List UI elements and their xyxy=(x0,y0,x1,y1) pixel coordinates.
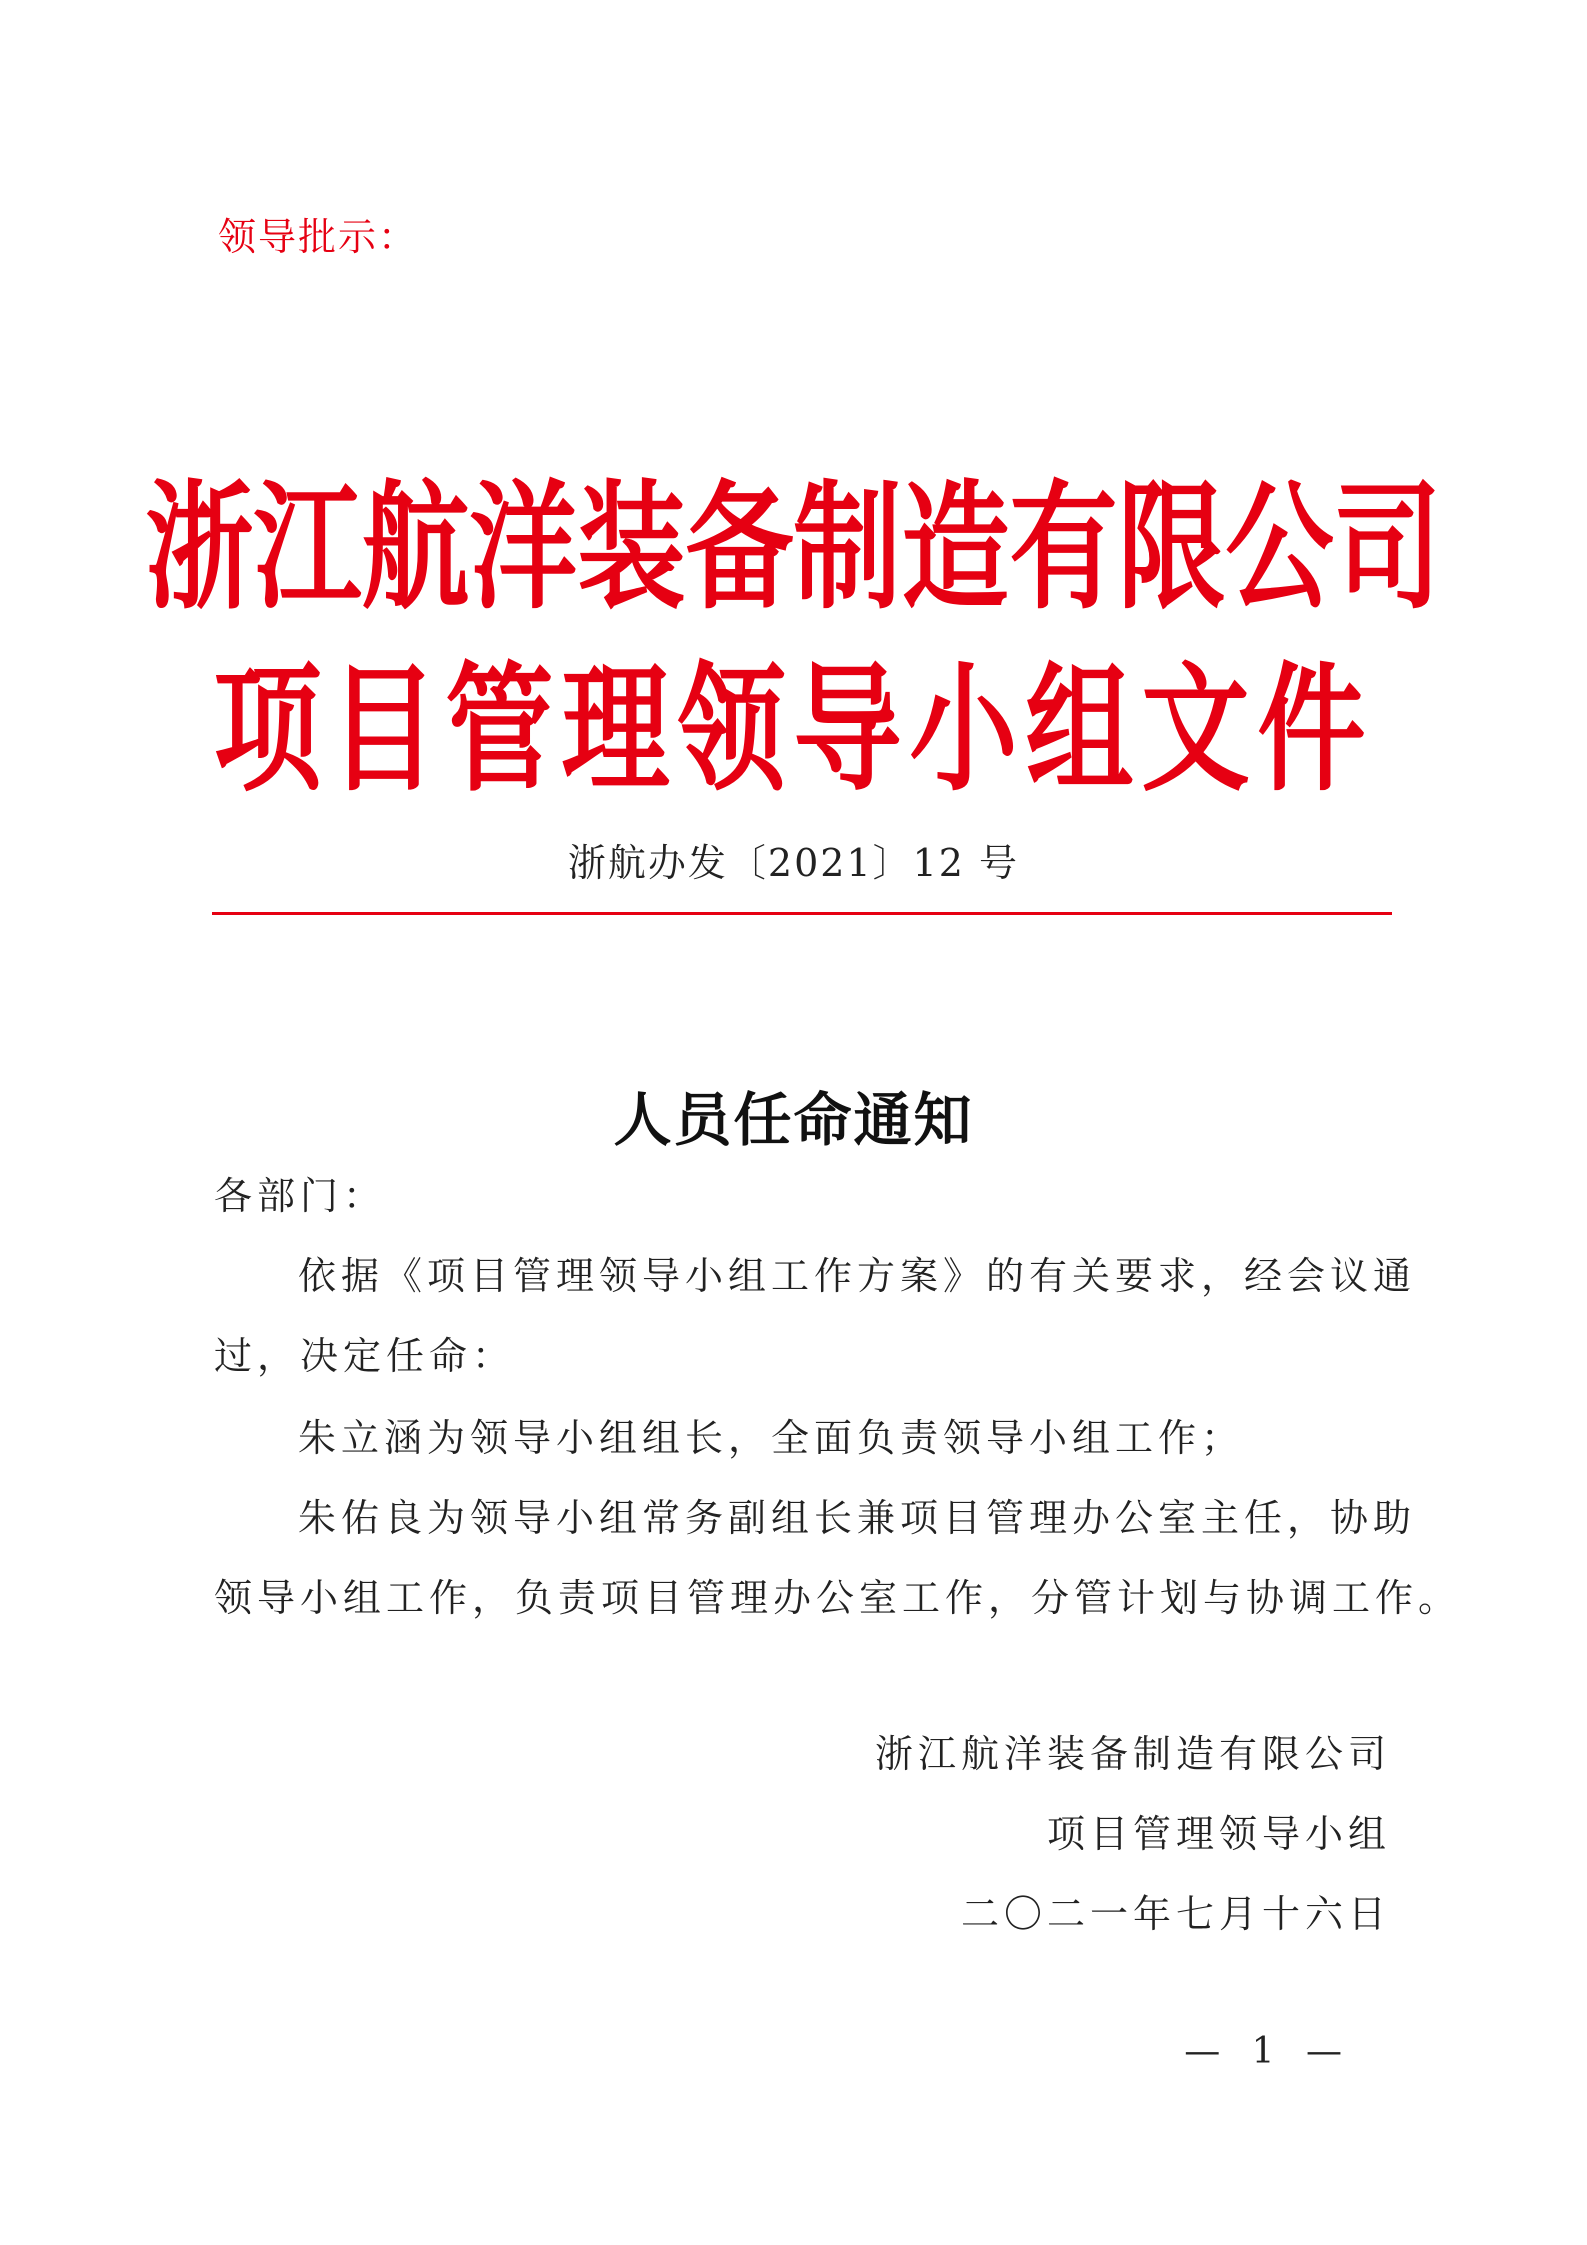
paragraph-3-line-1: 朱佑良为领导小组常务副组长兼项目管理办公室主任，协助 xyxy=(298,1496,1417,1540)
header-org-name: 浙江航洋装备制造有限公司 xyxy=(145,467,1442,629)
header-doc-type: 项目管理领导小组文件 xyxy=(213,649,1374,811)
document-title: 人员任命通知 xyxy=(613,1086,974,1154)
signature-group: 项目管理领导小组 xyxy=(1046,1812,1391,1856)
paragraph-1-line-1: 依据《项目管理领导小组工作方案》的有关要求，经会议通 xyxy=(298,1254,1417,1298)
document-number: 浙航办发〔2021〕12 号 xyxy=(567,841,1020,885)
paragraph-2: 朱立涵为领导小组组长，全面负责领导小组工作； xyxy=(298,1416,1245,1460)
signature-company: 浙江航洋装备制造有限公司 xyxy=(874,1732,1391,1776)
signature-date: 二〇二一年七月十六日 xyxy=(960,1892,1391,1936)
paragraph-1-line-2: 过，决定任命： xyxy=(214,1334,516,1378)
salutation: 各部门： xyxy=(214,1174,387,1218)
leader-instruction-label: 领导批示： xyxy=(218,215,419,259)
red-divider xyxy=(212,912,1392,915)
page-number: — 1 — xyxy=(1184,2031,1352,2072)
paragraph-3-line-2: 领导小组工作，负责项目管理办公室工作，分管计划与协调工作。 xyxy=(214,1576,1462,1620)
